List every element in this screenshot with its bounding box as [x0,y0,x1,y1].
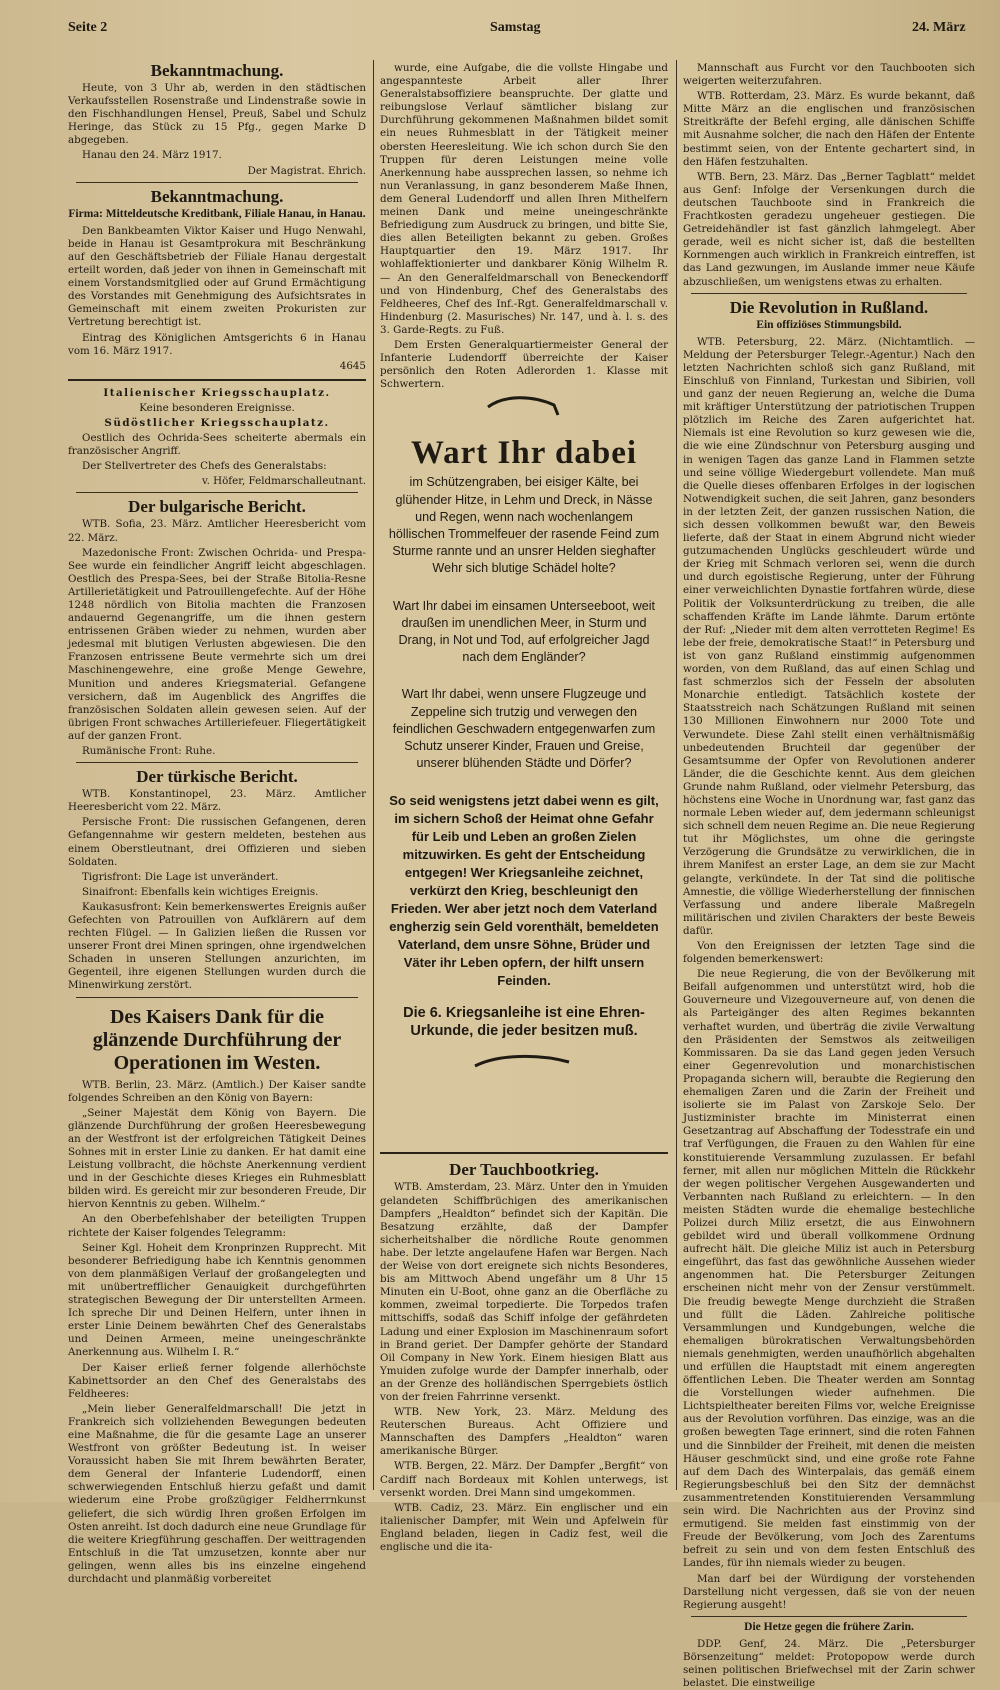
kaiser-letter-continued: wurde, eine Aufgabe, die die vollste Hingabe und angespannteste Arbeit aller Ihrer Generalstabsoffiziere beanspruchte. Der glatte und reibungslose Verlauf sämtlicher bislang zur Durchführung gekommenen Maßnahmen bildet somit ein neues Ruhmesblatt in der Tätigkeit meiner obersten Heeresleitung. Wie ich schon durch Sie den Truppen für deren Leistungen meine volle Anerkennung habe aussprechen lassen, so nehme ich nun Veranlassung, in ganz besonderem Maße Ihnen, dem General Ludendorff und allen Ihren Mithelfern meinen Dank und meine uneingeschränkte Befriedigung zum Ausdruck zu bringen, und bitte Sie, dies allen Beteiligten bekannt zu geben. Großes Hauptquartier den 19. März 1917. Ihr wohlaffektionierter und dankbarer König Wilhelm R. — An den Generalfeldmarschall von Beneckendorff und von Hindenburg, Chef des Generalstabs des Feldheeres, Chef des Inf.-Rgt. Generalfeldmarschall v. Hindenburg (2. Masurisches) Nr. 147, und à. l. s. des 3. Garde-Regts. zu Fuß. [380,62,668,336]
divider [76,997,358,998]
war-bond-advertisement [380,435,668,1076]
column-rule-1 [373,60,374,1490]
swoosh-ornament [484,393,564,419]
turkish-report-p2: Persische Front: Die russischen Gefangenen, deren Gefangennahme wir gestern meldeten, bestehen aus einem Oberstleutnant, drei Offizieren und sieben Soldaten. [68,816,366,868]
revolution-p1: WTB. Petersburg, 22. März. (Nichtamtlich. — Meldung der Petersburger Telegr.-Agentur.) Nach den letzten Nachrichten schloß sich ganz Rußland, mit Einschluß von Finnland, Turkestan und Sibirien, voll und ganz der neuen Regierung an, welche die Duma mit kräftiger Unterstützung der patriotischen Truppen plötzlich im Reiche des Zaren aufgerichtet hat. Niemals ist eine Revolution so kurz gewesen wie die, die wie eine Zündschnur von Petersburg ausging und in wenigen Tagen das ganze Land in Flammen setzte und seine völlige Wiedergeburt vollendete. Man muß die Quelle dieses offenbaren Erfolges in der logischen Notwendigkeit suchen, die seit Jahren, ganz besonders in der letzten Zeit, der ganzen russischen Nation, die sich dessen vollkommen bewußt war, den Beweis lieferte, daß der Staat in einem Abgrund nicht wieder gutzumachenden Unglücks geschleudert würde und der Krieg mit Schmach verloren sei, wenn die durch und durch egoistische Regierung, unter der Führung einer verweichlichten Dynastie fortfahren würde, diese Politik der Volksunterdrückung zu treiben, die alle schaffenden Kräfte im Lande lähmte. Darum ertönte der Ruf: „Nieder mit dem alten verrotteten Regime! Es lebe der freie, demokratische Staat!“ in Petersburg und ist von ganz Rußland einstimmig aufgenommen worden, von dem Rußland, das auf einen Schlag und fast schmerzlos sich der Fesseln der absoluten Monarchie entledigt. Tatsächlich kostete der Staatsstreich nach Schätzungen Rußland mit seinen 130 Millionen Einwohnern nur 2000 Tote und Verwundete. Diese Zahl stellt einen verhältnismäßig unbedeutenden Bruchteil dar gegenüber der Gesamtsumme der Opfer von Revolutionen anderer Länder, die die Geschichte kennt. Aus dem gleichen Grunde nahm Rußland, oder vielmehr Petersburg, das höchstens eine Woche in Unordnung war, fast ganz das normale Leben wieder auf, dem jedermann schleunigst sich schnell dem neuen Regime an. Die neue Regierung tut ihr Möglichstes, um ohne die geringste Verzögerung die Grundsätze zu verwirklichen, die in ihrem Manifest an erster Lage, an dem sie zur Macht gelangte, verkündete. In der Tat sind die politische Amnestie, die völlige Wiederherstellung der finnischen Verfassung und andere liberale Maßregeln militärischen und zivilen Charakters der beste Beweis dafür. [683,335,976,937]
notice-2-number: 4645 [339,359,366,372]
page-header [0,20,1000,38]
kaiser-thanks-p2: „Seiner Majestät dem König von Bayern. Die glänzende Durchführung der großen Heeresbewegung an der Westfront ist der erfolgreichen Tätigkeit Deines Sohnes mit in erster Linie zu danken. Er hat damit eine Leistung vollbracht, die höchste Anerkennung verdient und in der Geschichte dieses Krieges ein Ruhmesblatt bilden wird. Es gereicht mir zur besonderen Freude, Dir hiervon Kenntnis zu geben. Wilhelm.“ [68,1106,366,1211]
kaiser-thanks-title: Des Kaisers Dank für die glänzende Durchführung der Operationen im Westen. [92,1005,342,1074]
ad-block-submarine: Wart Ihr dabei im einsamen Unterseeboot, weit draußen im unendlichen Meer, in Sturm und Drang, in Not und Tod, auf erfolgreicher Jagd nach dem Engländer? [392,598,656,665]
column-3 [683,62,976,1690]
turkish-report-p3: Tigrisfront: Die Lage ist unverändert. [82,870,279,883]
southeast-signature-line-2: v. Höfer, Feldmarschalleutnant. [201,475,366,488]
submarine-war-p1: WTB. Amsterdam, 23. März. Unter den in Ymuiden gelandeten Schiffbrüchigen des amerikanischen Dampfers „Healdton“ befindet sich der Kapitän. Die Besatzung erzählte, daß der Dampfer sicherheitshalber die nördliche Route genommen habe. Der letzte angelaufene Hafen war Bergen. Nach der Weise von dort ereignete sich nichts Besonderes, bis am Mittwoch Abend ungefähr um 8 Uhr 15 Minuten ein U-Boot, ohne ganz an die Oberfläche zu kommen, zweimal torpedierte. Die Torpedos trafen mittschiffs, sodaß das Schiff infolge der gefährdeten Ladung und einer Explosion im Maschinenraum sofort in Brand geriet. Der Dampfer gehörte der Standard Oil Company in New York. Einem hiesigen Blatt aus Ymuiden zufolge wurde der Dampfer innerhalb, oder an der Grenze des holländischen Sperrgebiets östlich von der freien Fahrrinne versenkt. [380,1181,668,1403]
submarine-war-title: Der Tauchbootkrieg. [449,1160,599,1180]
divider [76,492,358,493]
rotterdam-report: WTB. Rotterdam, 23. März. Es wurde bekannt, daß Mitte März an die englischen und französischen Streitkräfte der Befehl erging, alle dänischen Schiffe mit Ausnahme solcher, die nach den Häfen der Entente bestimmt seien, von der Entente gechartert sind, in den Häfen festzuhalten. [683,90,975,168]
column-rule-2 [676,60,677,1490]
bulgarian-report-p2: Mazedonische Front: Zwischen Ochrida- und Prespa-See wurde ein feindlicher Angriff leicht abgeschlagen. Oestlich des Prespa-Sees, bei der Straße Bitolia-Resne Artillerietätigkeit und Patrouillengefechte. Auf der Höhe 1248 nördlich von Bitolia machten die Franzosen andauernd Gegenangriffe, um die ihnen gestern entrissenen Gräben wieder zu nehmen, wurden aber jedesmal mit blutigen Verlusten abgewiesen. Die den Franzosen entrissene Beute vermehrte sich um drei Maschinengewehre, eine große Menge Gewehre, Munition und anderes Kriegsmaterial. Gefangene versichern, daß im Augenblick des Angriffes die französischen Soldaten allein gewesen seien. Auf der übrigen Front schwaches Artilleriefeuer. Fliegertätigkeit auf der ganzen Front. [68,546,366,742]
submarine-continued: Mannschaft aus Furcht vor den Tauchbooten sich weigerten weiterzufahren. [683,62,975,88]
kaiser-thanks-p4: Seiner Kgl. Hoheit dem Kronprinzen Rupprecht. Mit besonderer Befriedigung habe ich Kenntnis genommen von dem planmäßigen Verlauf der großangelegten und mit unübertrefflicher Genauigkeit durchgeführten strategischen Bewegung der Dir unterstellten Armeen. Ich spreche Dir und Deinen Helfern, unter ihnen in erster Linie Deinem bewährten Chef des Generalstabs und Deinen Armeen, meine uneingeschränkte Anerkennung aus. Wilhelm I. R.“ [68,1241,366,1359]
italian-front-text: Keine besonderen Ereignisse. [139,401,295,414]
column-1 [68,58,366,1585]
bulgarian-report-title: Der bulgarische Bericht. [128,497,306,517]
divider [691,1616,967,1617]
column-2 [380,62,668,1554]
divider [691,293,967,294]
submarine-war-p2: WTB. New York, 23. März. Meldung des Reuterschen Bureaus. Acht Offiziere und Mannschaften des Dampfers „Healdton“ waren amerikanische Bürger. [380,1406,668,1458]
spacer [380,1076,668,1146]
turkish-report-p4: Sinaifront: Ebenfalls kein wichtiges Ereignis. [82,885,319,898]
southeast-front-text: Oestlich des Ochrida-Sees scheiterte abermals ein französischer Angriff. [68,432,366,458]
ludendorff-order-text: Dem Ersten Generalquartiermeister General der Infanterie Ludendorff überreichte der Kaiser persönlich den Roten Adlerorden 1. Klasse mit Schwertern. [380,338,668,391]
tsarina-campaign-p1: DDP. Genf, 24. März. Die „Petersburger Börsenzeitung“ meldet: Protopopow werde durch seinen politischen Briefwechsel mit der Zarin schwer belastet. Die einstweilige [683,1637,975,1690]
turkish-report-title: Der türkische Bericht. [136,767,298,787]
ad-block-trenches: im Schützengraben, bei eisiger Kälte, bei glühender Hitze, in Lehm und Dreck, in Nässe und Regen, wenn nach wochenlangem höllischen Trommelfeuer der rasende Feind zum Sturme rannte und an unsrer Helden sieghafter Wehr sich blutige Schädel holte? [388,475,660,576]
revolution-p2: Von den Ereignissen der letzten Tage sind die folgenden bemerkenswert: [683,940,975,966]
kaiser-thanks-p5: Der Kaiser erließ ferner folgende allerhöchste Kabinettsorder an den Chef des Generalstabs des Feldheeres: [68,1361,366,1400]
notice-1-date: Hanau den 24. März 1917. [82,149,222,162]
notice-1-signature: Der Magistrat. Ehrich. [247,164,366,177]
revolution-subtitle: Ein offiziöses Stimmungsbild. [756,318,902,331]
divider [76,762,358,763]
southeast-front-heading: Südöstlicher Kriegsschauplatz. [104,416,330,429]
bern-report: WTB. Bern, 23. März. Das „Berner Tagblatt“ meldet aus Genf: Infolge der Versenkungen durch die deutschen Tauchboote sind in Frankreich die Frachtkosten geradezu ungeheuer gestiegen. Die Getreidehändler ist fast gänzlich lahmgelegt. Aber gerade, weil es nicht sicher ist, daß die bestellten Kornmengen auch wirklich in Frankreich eintreffen, ist das Land gezwungen, im Auslande immer neue Käufe abzuschließen, um wenigstens etwas zu erhalten. [683,170,975,288]
bulgarian-report-p3: Rumänische Front: Ruhe. [82,745,216,758]
bulgarian-report-p1: WTB. Sofia, 23. März. Amtlicher Heeresbericht vom 22. März. [68,518,366,544]
notice-1-text: Heute, von 3 Uhr ab, werden in den städtischen Verkaufsstellen Rosenstraße und Lindenstraße sowie in den Fischhandlungen Hensel, Preuß, Sabel und Schulz Heringe, das Stück zu 15 Pfg., gegen Marke D abgegeben. [68,82,366,147]
kaiser-thanks-p6: „Mein lieber Generalfeldmarschall! Die jetzt in Frankreich sich vollziehenden Bewegungen bedeuten eine Maßnahme, die für die gesamte Lage an unserer Westfront von größter Bedeutung ist. In weiser Voraussicht haben Sie mit Ihrem bewährten Berater, dem General der Infanterie Ludendorff, einen schwerwiegenden Entschluß hierzu gefaßt und damit wiederum eine Probe großzügiger Feldherrnkunst geliefert, die sich würdig Ihren großen Erfolgen im Osten anreiht. Ist doch dadurch eine neue Grundlage für die weitere Kriegführung geschaffen. Der weittragenden Entschluß in die Tat umzusetzen, konnte aber nur gelingen, wenn alles bis ins einzelne eingehend durchdacht und planmäßig vorbereitet [68,1402,366,1585]
tsarina-campaign-title: Die Hetze gegen die frühere Zarin. [744,1620,914,1633]
divider-thick [380,1152,668,1154]
divider-thick [68,379,366,381]
ad-block-appeal: So seid wenigstens jetzt dabei wenn es gilt, im sichern Schoß der Heimat ohne Gefahr für Leib und Leben an großen Zielen mitzuwirken. Es geht der Entscheidung entgegen! Wer Kriegsanleihe zeichnet, verkürzt den Krieg, beschleunigt den Frieden. Wer aber jetzt noch dem Vaterland engherzig sein Geld vorenthält, bemeldeten Vaterland, dem unsre Söhne, Brüder und Väter ihr Leben opfern, der hilft unsern Feinden. [389,793,659,989]
italian-front-heading: Italienischer Kriegsschauplatz. [103,386,331,399]
revolution-p4: Man darf bei der Würdigung der vorstehenden Darstellung nicht vergessen, daß sie von der neuen Regierung ausgeht! [683,1572,975,1611]
header-page-number: Seite 2 [68,20,108,35]
turkish-report-p1: WTB. Konstantinopel, 23. März. Amtlicher Heeresbericht vom 22. März. [68,788,366,814]
submarine-war-p4: WTB. Cadiz, 23. März. Ein englischer und ein italienischer Dampfer, mit Wein und Apfelwein für England beladen, liegen in Cadiz fest, weil die englische und die ita- [380,1501,668,1554]
ad-footer: Die 6. Kriegsanleihe ist eine Ehren-Urkunde, die jeder besitzen muß. [403,1005,645,1040]
ad-title: Wart Ihr dabei [410,435,638,472]
submarine-war-p3: WTB. Bergen, 22. März. Der Dampfer „Bergfit“ von Cardiff nach Bordeaux mit Kohlen unterwegs, ist versenkt worden. Drei Mann sind umgekommen. [380,1460,668,1499]
kaiser-thanks-p3: An den Oberbefehlshaber der beteiligten Truppen richtete der Kaiser folgendes Telegramm: [68,1213,366,1239]
divider [76,182,358,183]
ad-block-aircraft: Wart Ihr dabei, wenn unsere Flugzeuge und Zeppeline sich trutzig und verwegen den feindlichen Geschwadern entgegenwarfen zum Schutz unserer Kinder, Frauen und Greise, unserer blühenden Städte und Dörfer? [392,687,656,771]
notice-2-firm: Firma: Mitteldeutsche Kreditbank, Filiale Hanau, in Hanau. [68,207,366,220]
header-date: 24. März [912,20,966,35]
ad-bottom-ornament [469,1050,579,1076]
revolution-title: Die Revolution in Rußland. [729,297,929,317]
turkish-report-p5: Kaukasusfront: Kein bemerkenswertes Ereignis außer Gefechten von Patrouillen von Aufklärern auf dem rechten Flügel. — In Galizien ließen die Russen vor unserer Front drei Minen springen, ohne irgendwelchen Schaden in unseren Stellungen anzurichten, im Gegenteil, ihre eigenen Stellungen wurden durch die Minenwirkung zerstört. [68,900,366,992]
notice-1-title: Bekanntmachung. [150,61,284,80]
notice-2-register: Eintrag des Königlichen Amtsgerichts 6 in Hanau vom 16. März 1917. [68,331,366,357]
southeast-signature-line-1: Der Stellvertreter des Chefs des Generalstabs: [82,460,327,473]
kaiser-thanks-p1: WTB. Berlin, 23. März. (Amtlich.) Der Kaiser sandte folgendes Schreiben an den König von Bayern: [68,1078,366,1104]
notice-2-text: Den Bankbeamten Viktor Kaiser und Hugo Nenwahl, beide in Hanau ist Gesamtprokura mit Beschränkung auf den Geschäftsbetrieb der Filiale Hanau dergestalt erteilt worden, daß jeder von ihnen in Gemeinschaft mit einem Vorstandsmitglied oder auf Grund Ermächtigung des Vorstandes mit Genehmigung des Aufsichtsrates in Gemeinschaft mit einem zweiten Prokuristen zur Vertretung berechtigt ist. [68,224,366,329]
revolution-p3: Die neue Regierung, die von der Bevölkerung mit Beifall aufgenommen und unterstützt wird, hob die Gouverneure und Vizegouverneure auf, von denen die als Parteigänger des alten Regimes bekannten verhaftet wurden, und überträg die zivile Verwaltung den Präsidenten der Semstwos als zeitweiligen Kommissaren. Da sie das Land gegen jeden Versuch einer Gegenrevolution und monarchistischen Propaganda sichern will, beraubte die Regierung den ehemaligen Zaren und die Zarin der Freiheit und isolierte sie im Palast von Zarskoje Selo. Der Justizminister brachte im Ministerrat einen Gesetzantrag auf Abschaffung der Todesstrafe ein und traf Verfügungen, die Frauen zu den Wahlen für eine konstituierende Versammlung zuzulassen. Er befahl ferner, mit allen nur möglichen Mitteln die Rückkehr der wegen politischer Vergehen Ausgewanderten und Verbannten nach Rußland zu erleichtern. — In den meisten Städten wurde die ehemalige bestechliche Polizei durch Miliz ersetzt, die aus Einwohnern gebildet wird und überall vollkommene Ordnung aufrecht hält. Die gleiche Miliz ist auch in Petersburg eingeführt, das fast das gewöhnliche Aussehen wieder angenommen hat. Die Petersburger Zeitungen erscheinen nicht mehr von der Zensur verstümmelt. Die freudig bewegte Menge durchzieht die Straßen und füllt die Läden. Zahlreiche politische Versammlungen und Kundgebungen, welche die ehemaligen bürokratischen Verwaltungsbehörden niemals genehmigten, werden unaufhörlich abgehalten und erfüllen die Hauptstadt mit einem angeregten öffentlichen Leben. Die Theater werden am Sonntag die Vorstellungen wieder aufnehmen. Die Lichtspieltheater bereiten Films vor, welche Ereignisse aus der Revolution vorführen. Das einzige, was an die großen bewegten Tage erinnert, sind die roten Fahnen und die Sinnbilder der Freiheit, mit denen die meisten Häuser geschmückt sind, und eine große rote Fahne auf dem Dach des Winterpalais, das gemäß einem Regierungsbeschluß bei den Sitz der demnächst zusammentretenden Konstituierenden Versammlung sein wird. Die Nachrichten aus der Provinz sind ermutigend. Sie melden fast einstimmig von der Freude der Bevölkerung, vom Joch des Zarentums befreit zu sein und von dem festen Entschluß des Landes, für ihn niemals wieder zu beugen. [683,968,975,1570]
header-weekday: Samstag [490,20,541,35]
notice-2-title: Bekanntmachung. [150,186,284,206]
